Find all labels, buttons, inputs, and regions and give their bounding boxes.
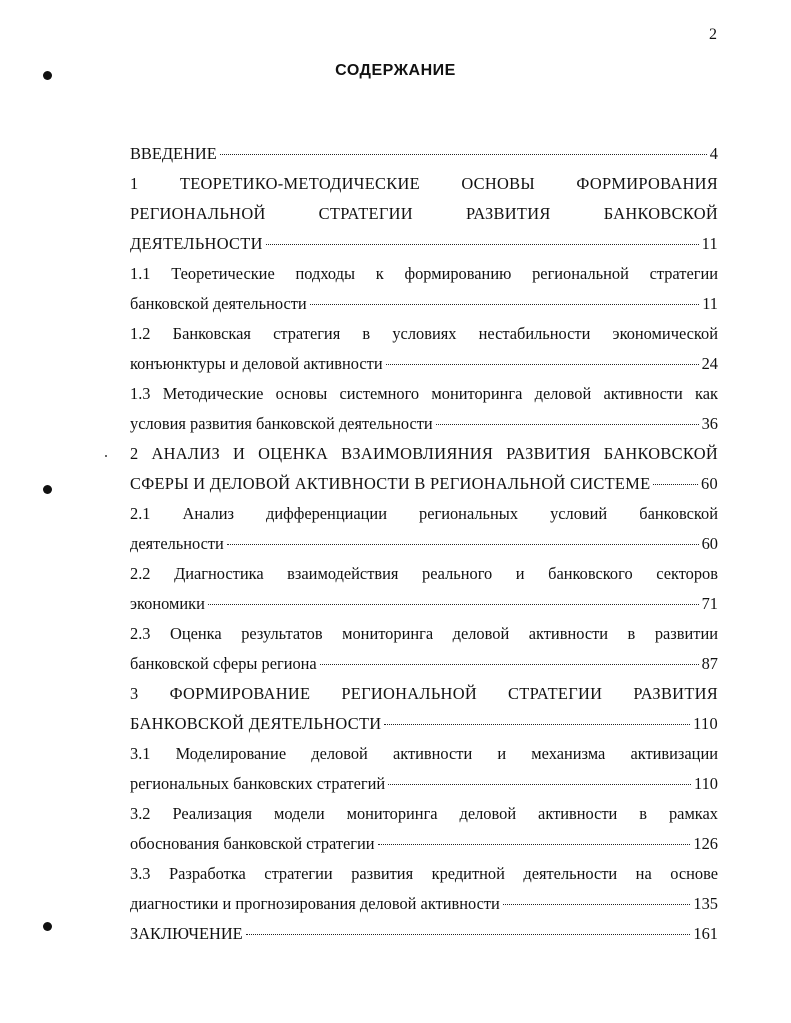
toc-entry-title: деятельности [130, 534, 224, 553]
toc-entry-title: СФЕРЫ И ДЕЛОВОЙ АКТИВНОСТИ В РЕГИОНАЛЬНОЙ СИСТЕМЕ [130, 474, 651, 493]
leader-dots [384, 724, 690, 725]
toc-entry[interactable] [130, 169, 718, 259]
toc-entry-line: 3.3 Разработка стратегии развития кредитной деятельности на основе [130, 864, 718, 883]
leader-dots [386, 364, 699, 365]
toc-entry[interactable] [130, 379, 718, 439]
toc-entry[interactable] [130, 439, 718, 499]
toc-entry[interactable] [130, 559, 718, 619]
toc-entry-title: ВВЕДЕНИЕ [130, 144, 217, 163]
toc-page-number: 135 [693, 894, 718, 913]
toc-entry-title: региональных банковских стратегий [130, 774, 386, 793]
binder-hole-mark [43, 922, 52, 931]
leader-dots [436, 424, 699, 425]
toc-entry-line: 2 АНАЛИЗ И ОЦЕНКА ВЗАИМОВЛИЯНИЯ РАЗВИТИЯ БАНКОВСКОЙ [130, 444, 718, 463]
toc-page-number: 36 [701, 414, 718, 433]
toc-page-number: 126 [693, 834, 718, 853]
table-of-contents [130, 139, 718, 949]
toc-page-number: 11 [701, 234, 718, 253]
toc-entry-line: 3 ФОРМИРОВАНИЕ РЕГИОНАЛЬНОЙ СТРАТЕГИИ РАЗВИТИЯ [130, 684, 718, 703]
leader-dots [208, 604, 699, 605]
leader-dots [653, 484, 698, 485]
toc-entry-line: 1.3 Методические основы системного мониторинга деловой активности как [130, 384, 718, 403]
toc-entry-title: банковской деятельности [130, 294, 307, 313]
page-number: 2 [709, 26, 717, 43]
toc-page-number: 110 [693, 714, 718, 733]
leader-dots [378, 844, 691, 845]
toc-entry[interactable] [130, 799, 718, 859]
toc-page-number: 11 [702, 294, 718, 313]
leader-dots [503, 904, 691, 905]
toc-page-number: 110 [694, 774, 718, 793]
toc-entry-line: 1.2 Банковская стратегия в условиях нестабильности экономической [130, 324, 718, 343]
toc-entry[interactable] [130, 319, 718, 379]
binder-hole-mark [43, 485, 52, 494]
toc-entry-title: ЗАКЛЮЧЕНИЕ [130, 924, 243, 943]
leader-dots [388, 784, 691, 785]
toc-entry-line: 3.2 Реализация модели мониторинга деловой активности в рамках [130, 804, 718, 823]
toc-entry-line: 2.3 Оценка результатов мониторинга деловой активности в развитии [130, 624, 718, 643]
toc-entry-title: условия развития банковской деятельности [130, 414, 433, 433]
toc-entry[interactable] [130, 259, 718, 319]
toc-entry-line: РЕГИОНАЛЬНОЙ СТРАТЕГИИ РАЗВИТИЯ БАНКОВСКОЙ [130, 204, 718, 223]
toc-page-number: 87 [701, 654, 718, 673]
toc-page-number: 60 [701, 474, 718, 493]
toc-entry-title: БАНКОВСКОЙ ДЕЯТЕЛЬНОСТИ [130, 714, 382, 733]
leader-dots [310, 304, 700, 305]
toc-entry-title: конъюнктуры и деловой активности [130, 354, 383, 373]
leader-dots [227, 544, 699, 545]
toc-page-number: 71 [701, 594, 718, 613]
binder-hole-mark [43, 71, 52, 80]
toc-entry[interactable] [130, 499, 718, 559]
toc-entry[interactable] [130, 139, 718, 169]
toc-entry-line: 1.1 Теоретические подходы к формированию региональной стратегии [130, 264, 718, 283]
leader-dots [320, 664, 699, 665]
toc-page-number: 24 [701, 354, 718, 373]
toc-entry[interactable] [130, 619, 718, 679]
toc-entry-title: банковской сферы региона [130, 654, 317, 673]
toc-entry-title: ДЕЯТЕЛЬНОСТИ [130, 234, 263, 253]
toc-page-number: 161 [693, 924, 718, 943]
page-title: СОДЕРЖАНИЕ [335, 62, 456, 79]
toc-entry-title: экономики [130, 594, 205, 613]
toc-entry-line: 2.2 Диагностика взаимодействия реального и банковского секторов [130, 564, 718, 583]
toc-entry-line: 3.1 Моделирование деловой активности и механизма активизации [130, 744, 718, 763]
toc-entry[interactable] [130, 679, 718, 739]
toc-entry-title: обоснования банковской стратегии [130, 834, 375, 853]
toc-page-number: 4 [709, 144, 718, 163]
toc-entry-line: 1 ТЕОРЕТИКО-МЕТОДИЧЕСКИЕ ОСНОВЫ ФОРМИРОВАНИЯ [130, 174, 718, 193]
toc-entry[interactable] [130, 919, 718, 949]
leader-dots [266, 244, 699, 245]
toc-entry-line: 2.1 Анализ дифференциации региональных условий банковской [130, 504, 718, 523]
leader-dots [220, 154, 707, 155]
toc-page-number: 60 [701, 534, 718, 553]
toc-entry[interactable] [130, 739, 718, 799]
toc-entry[interactable] [130, 859, 718, 919]
toc-entry-title: диагностики и прогнозирования деловой активности [130, 894, 500, 913]
scan-speck [105, 455, 107, 457]
leader-dots [246, 934, 691, 935]
